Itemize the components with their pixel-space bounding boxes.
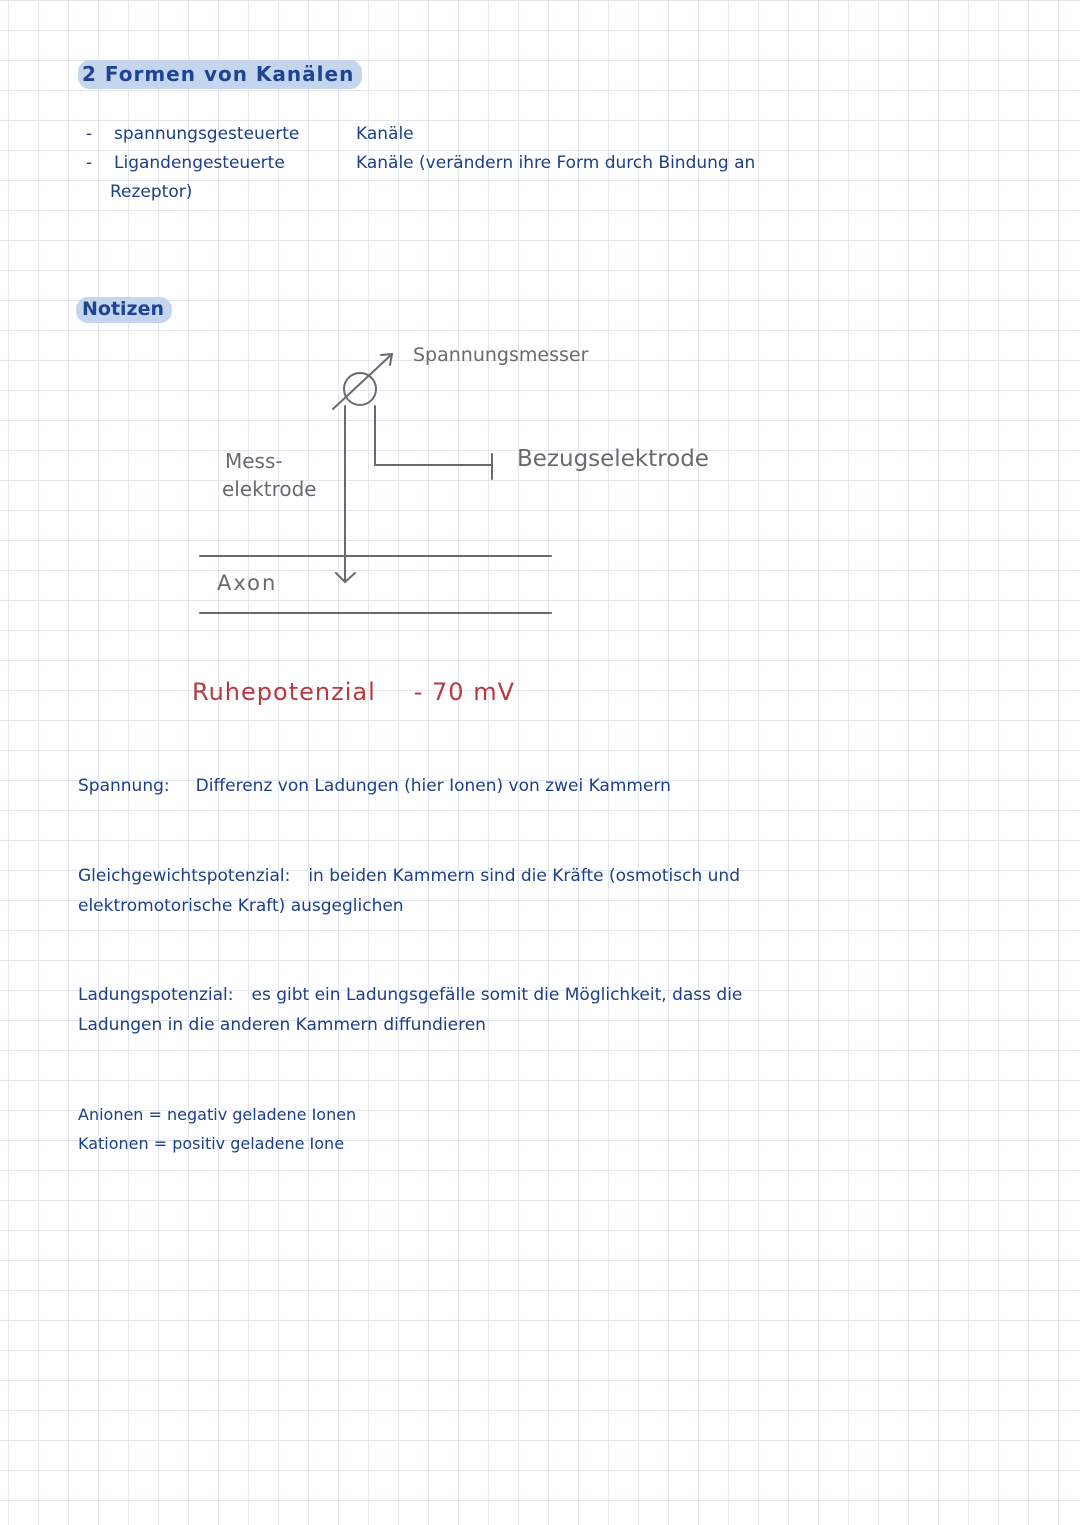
ligand-gated-term: Ligandengesteuerte [114,153,285,173]
notes-heading: Notizen [76,297,172,323]
resting-potential-label: Ruhepotenzial [192,678,376,706]
equilibrium-definition [78,861,740,921]
electrode-diagram [0,0,1080,640]
axon-label: Axon [217,571,278,595]
voltmeter-circle [344,373,376,405]
voltmeter-arrow-line [333,354,392,409]
reference-electrode-label: Bezugselektrode [517,446,709,472]
list-item-continuation: Rezeptor) [110,182,193,202]
ions-definitions [78,1100,356,1158]
measuring-electrode-label-line1: Mess- [225,449,283,473]
voltage-text: Differenz von Ladungen (hier Ionen) von zwei Kammern [195,776,671,796]
resting-potential [192,678,515,706]
charge-text: es gibt ein Ladungsgefälle somit die Möglichkeit, dass die [251,985,743,1005]
bullet-dash: - [86,124,93,144]
voltage-definition [78,771,671,801]
equilibrium-text-line2: elektromotorische Kraft) ausgeglichen [78,896,404,916]
anions-definition: Anionen = negativ geladene Ionen [78,1105,357,1124]
resting-potential-value: - 70 mV [413,678,515,706]
bullet-dash: - [86,153,93,173]
equilibrium-term: Gleichgewichtspotenzial: [78,866,291,886]
ligand-gated-description: Kanäle (verändern ihre Form durch Bindung an [356,153,756,173]
charge-text-line2: Ladungen in die anderen Kammern diffundieren [78,1015,486,1035]
charge-definition [78,980,742,1040]
voltmeter-label: Spannungsmesser [413,344,589,366]
voltage-gated-channels: Kanäle [356,124,414,144]
voltage-gated-term: spannungsgesteuerte [114,124,300,144]
voltage-term: Spannung: [78,776,170,796]
section-heading: 2 Formen von Kanälen [78,60,362,89]
equilibrium-text: in beiden Kammern sind die Kräfte (osmotisch und [308,866,741,886]
charge-term: Ladungspotenzial: [78,985,234,1005]
cations-definition: Kationen = positiv geladene Ione [78,1134,345,1153]
measuring-electrode-label-line2: elektrode [222,477,317,501]
